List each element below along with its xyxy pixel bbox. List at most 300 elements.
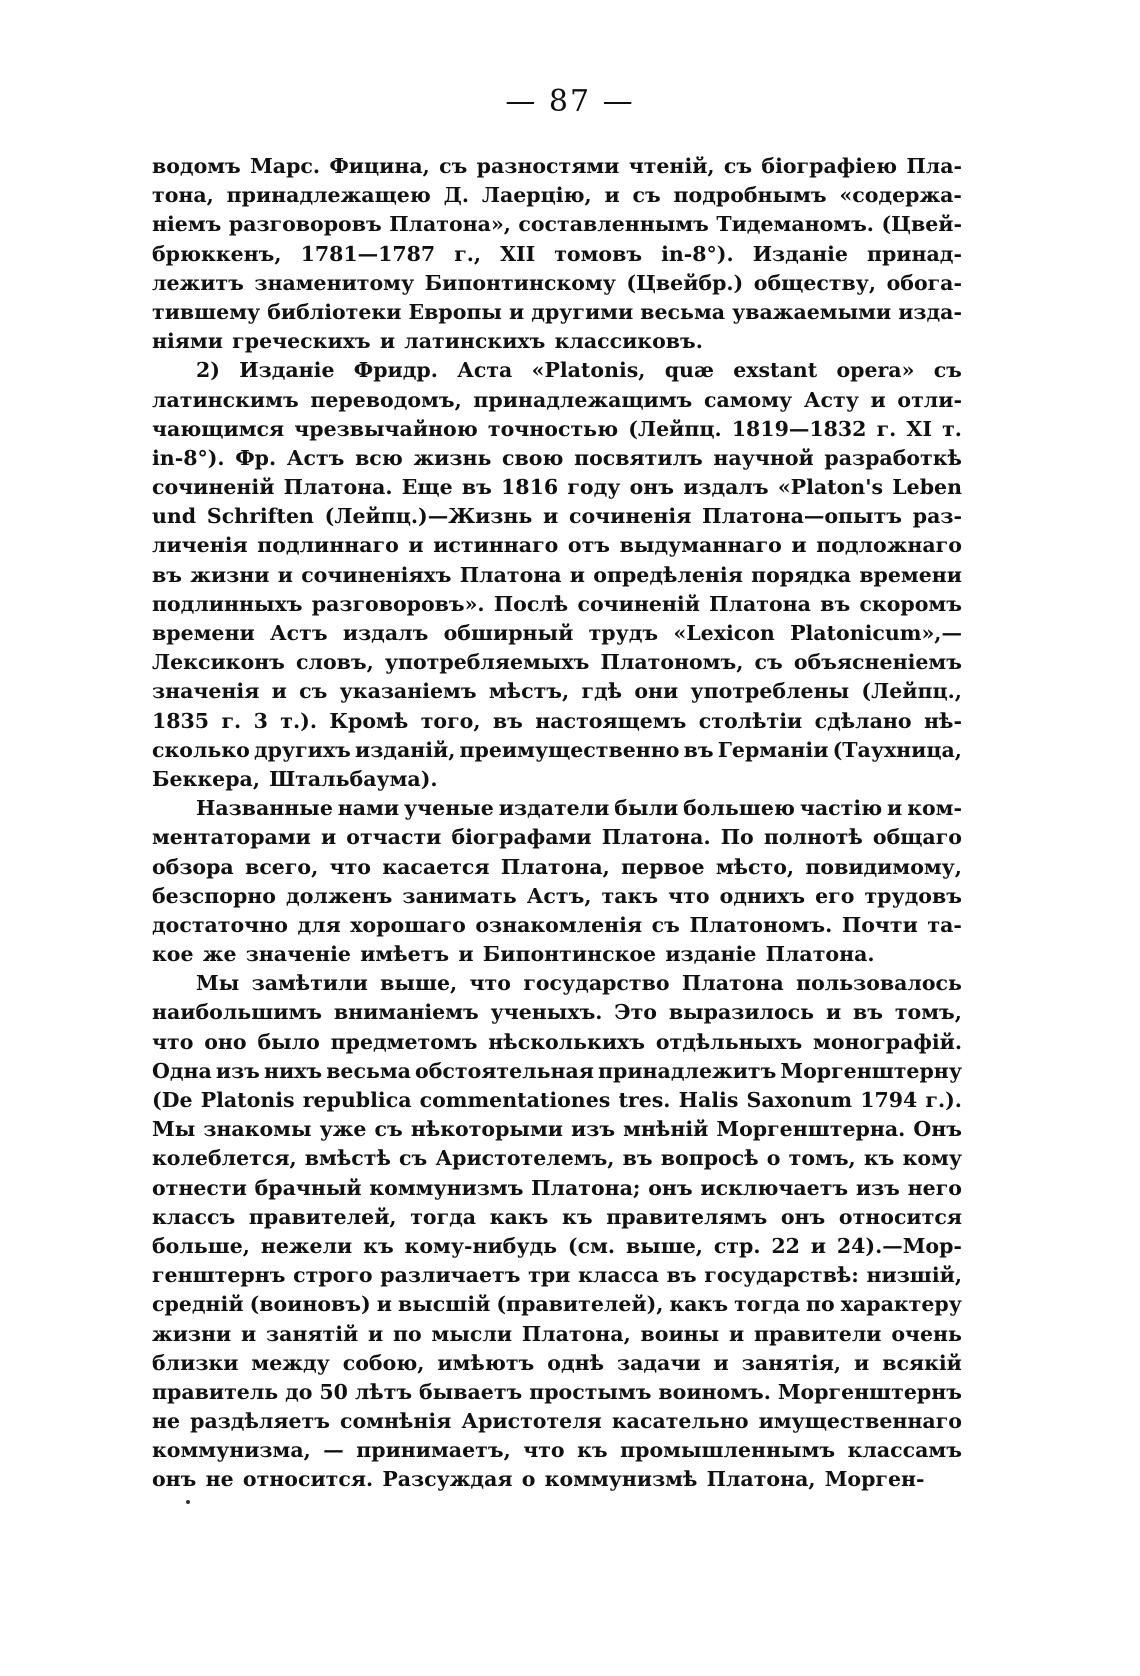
word: не [205, 1467, 234, 1492]
word: Платона. [283, 475, 393, 500]
word: долженъ [286, 883, 393, 908]
word: обществу, [753, 270, 877, 295]
word: Платона [681, 971, 784, 996]
word: словъ, [296, 650, 374, 675]
word: по [806, 1292, 835, 1317]
word: въ [683, 737, 714, 762]
word: 1816 [501, 475, 559, 500]
word: томъ, [894, 1000, 962, 1025]
word: простымъ [529, 1379, 652, 1404]
word: столѣтіи [698, 708, 803, 733]
word: выше, [625, 1233, 703, 1258]
word: Штальбаума). [269, 766, 438, 791]
word: нежели [260, 1233, 353, 1258]
word: (воиновъ) [249, 1292, 371, 1317]
word: государство [523, 971, 670, 996]
word: весьма [640, 299, 726, 324]
word: различаетъ [380, 1263, 521, 1288]
word: ніями [152, 329, 223, 354]
word: въ [492, 708, 523, 733]
word: водомъ [152, 154, 241, 178]
word: въ [152, 562, 182, 587]
word: commentationes [419, 1088, 611, 1112]
word: 1819—1832 [731, 416, 867, 441]
word: 24).—Мор- [836, 1233, 962, 1258]
word: Европы [408, 299, 502, 324]
word: біографіею [761, 154, 898, 178]
word: обзора [152, 854, 234, 879]
word: подлинныхъ [152, 591, 303, 616]
word: что [152, 1029, 194, 1054]
word: о [766, 1146, 781, 1171]
word: научной [713, 445, 814, 470]
word: классамъ [847, 1438, 962, 1463]
word: нѣсколькихъ [488, 1029, 645, 1054]
word: in-8°). [661, 241, 734, 266]
word: томовъ [554, 241, 643, 266]
word: quæ [664, 358, 714, 383]
word: лежитъ [152, 270, 244, 295]
word: принад- [866, 241, 962, 266]
word: что [668, 883, 710, 908]
word: указаніемъ [339, 679, 477, 704]
word: Изданіе [752, 241, 848, 266]
word: тогда [734, 1292, 800, 1317]
word: нѣ- [924, 708, 962, 733]
word: чтеній, [628, 154, 715, 178]
word: государствѣ: [704, 1263, 859, 1288]
word: отнести [152, 1175, 247, 1200]
word: брачный [254, 1175, 362, 1200]
page-number: — 87 — [505, 84, 635, 119]
word: По [720, 825, 754, 850]
word: изъ [855, 1175, 900, 1200]
text-line [152, 152, 962, 181]
word: однѣ [547, 1350, 605, 1375]
word: трудъ [588, 621, 659, 645]
text-line [152, 619, 962, 648]
word: знакомы [203, 1117, 312, 1142]
word: Пла- [906, 154, 962, 178]
word: мѣстъ, [488, 679, 570, 704]
word: хорошаго [350, 912, 466, 937]
word: Разсуждая [382, 1467, 513, 1492]
word: высшій [398, 1292, 491, 1317]
word: изданій, [355, 737, 456, 762]
text-line [152, 210, 962, 239]
word: того, [420, 708, 481, 733]
word: republica [302, 1088, 412, 1112]
text-line [152, 940, 962, 969]
word: и [810, 1233, 826, 1258]
word: бываетъ [419, 1379, 523, 1404]
word: правителямъ [606, 1204, 768, 1229]
word: были [614, 796, 679, 821]
word: издалъ [342, 621, 429, 645]
word: же [202, 942, 237, 967]
word: обширный [443, 621, 574, 645]
text-line [152, 531, 962, 560]
word: разработкѣ [824, 445, 962, 470]
text-line [152, 1261, 962, 1290]
word: стр. [713, 1233, 761, 1258]
word: достаточно [152, 912, 288, 937]
word: Моргенштерну [780, 1058, 962, 1083]
word: Платономъ. [689, 912, 833, 937]
word: Фицина, [329, 154, 430, 178]
word: опредѣленія [593, 562, 743, 587]
text-line [152, 1407, 962, 1436]
word: что [469, 971, 511, 996]
word: уважаемыми [732, 299, 892, 324]
word: полнотѣ [763, 825, 863, 850]
word: и [543, 504, 559, 529]
text-line [152, 502, 962, 531]
word: касательно [611, 1409, 749, 1434]
word: имѣетъ [360, 942, 450, 967]
word: больше, [152, 1233, 250, 1258]
word: по [393, 1321, 422, 1346]
word: латинскимъ [152, 387, 299, 412]
word: 2) [196, 358, 220, 383]
text-line [152, 415, 962, 444]
word: предметомъ [330, 1029, 478, 1054]
word: Leben [892, 475, 962, 500]
word: другими [531, 299, 634, 324]
word: промышленнымъ [620, 1438, 836, 1463]
word: и [870, 387, 886, 412]
word: три [528, 1263, 571, 1288]
word: «Lexicon [673, 621, 775, 645]
word: какъ [669, 1292, 729, 1317]
word: такъ [601, 883, 659, 908]
word: (правителей), [496, 1292, 664, 1317]
word: Platonis [200, 1088, 295, 1112]
word: частію [799, 796, 883, 821]
word: въ [666, 1263, 697, 1288]
word: издалъ [683, 475, 769, 500]
word: кое [152, 942, 194, 967]
word: (Лейпц., [861, 679, 962, 704]
word: нѣкоторыми [410, 1117, 563, 1142]
word: употреблены [690, 679, 850, 704]
word: Моргенштернъ [777, 1379, 962, 1404]
word: преимущественно [459, 737, 680, 762]
word: истиннаго [433, 533, 559, 558]
word: Бипонтинскому [424, 270, 616, 295]
word: и [368, 1321, 384, 1346]
word: in-8°). [152, 445, 225, 470]
word: и [729, 1321, 745, 1346]
word: и [887, 796, 903, 821]
word: г. [876, 416, 897, 441]
word: исключаетъ [700, 1175, 849, 1200]
word: выдуманнаго [619, 533, 782, 558]
word: что [523, 1438, 565, 1463]
word: и [825, 1000, 842, 1025]
word: г.). [925, 1088, 962, 1112]
text-line [152, 823, 962, 852]
word: касается [382, 854, 490, 879]
word: задачи [617, 1350, 701, 1375]
word: трудовъ [864, 883, 962, 908]
word: подлиннаго [257, 533, 399, 558]
word: разговоровъ [228, 212, 382, 237]
word: ком- [907, 796, 962, 821]
word: значенія [152, 679, 260, 704]
word: томъ, [788, 1146, 856, 1171]
word: гдѣ [581, 679, 623, 704]
text-line [152, 1232, 962, 1261]
word: воины [640, 1321, 720, 1346]
word: мѣсто, [715, 854, 795, 879]
word: Асту [803, 387, 859, 412]
word: Platonicum»,— [790, 621, 962, 645]
word: въ [853, 1000, 883, 1025]
word: всего, [245, 854, 319, 879]
word: ознакомленія [475, 912, 643, 937]
word: выше, [380, 971, 458, 996]
word: скоромъ [859, 591, 962, 616]
word: (Цвейбр.) [626, 270, 744, 295]
word: Мы [152, 1117, 196, 1142]
word: тогда [410, 1204, 477, 1229]
word: повидимому, [805, 854, 962, 879]
word: раз- [912, 504, 962, 529]
word: латинскихъ [404, 329, 546, 354]
word: времени [152, 621, 255, 645]
text-line [152, 1465, 962, 1494]
word: т. [942, 416, 962, 441]
word: Платономъ, [600, 650, 744, 675]
word: коммунизма, [152, 1438, 311, 1463]
word: настоящемъ [535, 708, 687, 733]
word: XII [500, 241, 536, 266]
word: Платона. [601, 825, 711, 850]
word: и [320, 825, 337, 850]
text-line [152, 998, 962, 1027]
word: посвятилъ [574, 445, 703, 470]
word: относится [838, 1204, 962, 1229]
word: весьма [326, 1058, 411, 1083]
word: между [251, 1350, 330, 1375]
text-line [152, 269, 962, 298]
word: съ [439, 154, 468, 178]
word: 50 [319, 1379, 348, 1404]
word: нами [337, 796, 400, 821]
word: жизни [190, 562, 270, 587]
word: сомнѣнія [340, 1409, 452, 1434]
word: вниманіемъ [333, 1000, 479, 1025]
word: они [634, 679, 679, 704]
text-line [152, 677, 962, 706]
text-line [152, 561, 962, 590]
text-line [152, 1086, 962, 1115]
word: 1794 [860, 1088, 918, 1112]
word: Это [614, 1000, 657, 1025]
word: Лаерцію, [481, 183, 592, 208]
word: кому [902, 1146, 962, 1171]
word: свою [502, 445, 564, 470]
word: съ [754, 650, 783, 675]
word: Тидеманомъ. [716, 212, 874, 237]
word: 1781—1787 [300, 241, 436, 266]
word: ученыхъ. [490, 1000, 603, 1025]
text-line [152, 1144, 962, 1173]
word: сочиненіяхъ [301, 562, 452, 587]
text-line [152, 1028, 962, 1057]
word: точностью [487, 416, 619, 441]
text-line [152, 853, 962, 882]
text-line [152, 590, 962, 619]
word: нихъ [263, 1058, 323, 1083]
word: классиковъ. [554, 329, 703, 354]
word: отчасти [346, 825, 442, 850]
word: Астъ, [526, 883, 592, 908]
text-line [152, 1203, 962, 1232]
word: съ [933, 358, 962, 383]
word: уже [319, 1117, 367, 1142]
word: 22 [771, 1233, 800, 1258]
text-line [152, 386, 962, 415]
word: Послѣ [493, 591, 569, 616]
word: «содержа- [839, 183, 962, 208]
word: сочиненій [152, 475, 275, 500]
word: ментаторами [152, 825, 311, 850]
word: und [152, 504, 197, 529]
word: пользовалось [796, 971, 962, 996]
word: Астъ [269, 621, 328, 645]
word: подробнымъ [673, 183, 827, 208]
word: «Platonis, [531, 358, 646, 383]
word: и [271, 679, 287, 704]
text-line [152, 794, 962, 823]
word: жизнь [413, 445, 492, 470]
word: жизни [152, 1321, 232, 1346]
word: вопросѣ [660, 1146, 759, 1171]
word: къ [363, 1233, 394, 1258]
word: обога- [886, 270, 962, 295]
word: съ [399, 1146, 428, 1171]
word: Платона», [389, 212, 511, 237]
word: сколько [152, 737, 250, 762]
word: всякій [882, 1350, 962, 1375]
word: сочиненія [569, 504, 692, 529]
text-line [152, 911, 962, 940]
word: принадлежащимъ [473, 387, 693, 412]
word: tres. [618, 1088, 671, 1112]
word: него [907, 1175, 962, 1200]
word: и [569, 562, 586, 587]
word: классъ [152, 1204, 236, 1229]
text-line [152, 707, 962, 736]
word: другихъ [253, 737, 351, 762]
word: правитель [152, 1379, 279, 1404]
word: отъ [567, 533, 611, 558]
word: онъ [780, 1204, 826, 1229]
word: коммунизмѣ [544, 1467, 698, 1492]
word: порядка [751, 562, 852, 587]
word: въ [461, 475, 492, 500]
text-line [152, 444, 962, 473]
word: генштернъ [152, 1263, 286, 1288]
word: изда- [898, 299, 962, 324]
word: Кромѣ [329, 708, 409, 733]
word: Изданіе [239, 358, 335, 383]
word: монографій. [813, 1029, 962, 1054]
word: и [509, 299, 525, 324]
word: Платона, [521, 1321, 631, 1346]
word: (Цвей- [881, 212, 962, 237]
word: (Таухница, [832, 737, 962, 762]
text-line [152, 969, 962, 998]
word: (Лейпц.)—Жизнь [324, 504, 533, 529]
word: и [277, 562, 293, 587]
word: средній [152, 1292, 244, 1317]
word: разностями [476, 154, 620, 178]
word: г., [454, 241, 482, 266]
word: коммунизмъ [369, 1175, 524, 1200]
word: принадлежащею [226, 183, 431, 208]
word: Платона; [531, 1175, 641, 1200]
word: и [379, 329, 396, 354]
word: Платона, [706, 1467, 816, 1492]
word: съ [723, 154, 753, 178]
word: Платона [709, 591, 811, 616]
text-line [152, 1290, 962, 1319]
word: оно [204, 1029, 247, 1054]
word: 1835 [152, 708, 210, 733]
word: принадлежитъ [598, 1058, 777, 1083]
word: и [241, 1321, 257, 1346]
word: раздѣляетъ [190, 1409, 330, 1434]
text-line [152, 1349, 962, 1378]
word: греческихъ [232, 329, 371, 354]
text-line [152, 327, 962, 356]
text-line [152, 473, 962, 502]
word: личенія [152, 533, 248, 558]
word: класса [578, 1263, 659, 1288]
word: Платона—опытъ [702, 504, 903, 529]
word: отли- [897, 387, 962, 412]
word: съ [374, 1117, 403, 1142]
word: Аристотеля [461, 1409, 602, 1434]
page-body [152, 152, 962, 1495]
word: значеніе [245, 942, 351, 967]
word: собою, [342, 1350, 425, 1375]
word: замѣтили [251, 971, 368, 996]
word: ученые [404, 796, 494, 821]
word: близки [152, 1350, 239, 1375]
word: изъ [215, 1058, 260, 1083]
word: большею [683, 796, 795, 821]
word: онъ [648, 1175, 693, 1200]
word: правителей, [248, 1204, 397, 1229]
word: однихъ [719, 883, 806, 908]
word: Лексиконъ [152, 650, 285, 675]
word: имущественнаго [758, 1409, 962, 1434]
word: г. [221, 708, 242, 733]
text-line [152, 356, 962, 385]
word: о [521, 1467, 536, 1492]
word: XI [906, 416, 932, 441]
word: Saxonum [746, 1088, 853, 1112]
word: Названные [196, 796, 333, 821]
word: употребляемыхъ [384, 650, 590, 675]
word: занимать [402, 883, 517, 908]
word: отдѣльныхъ [655, 1029, 803, 1054]
word: выразилось [668, 1000, 815, 1025]
